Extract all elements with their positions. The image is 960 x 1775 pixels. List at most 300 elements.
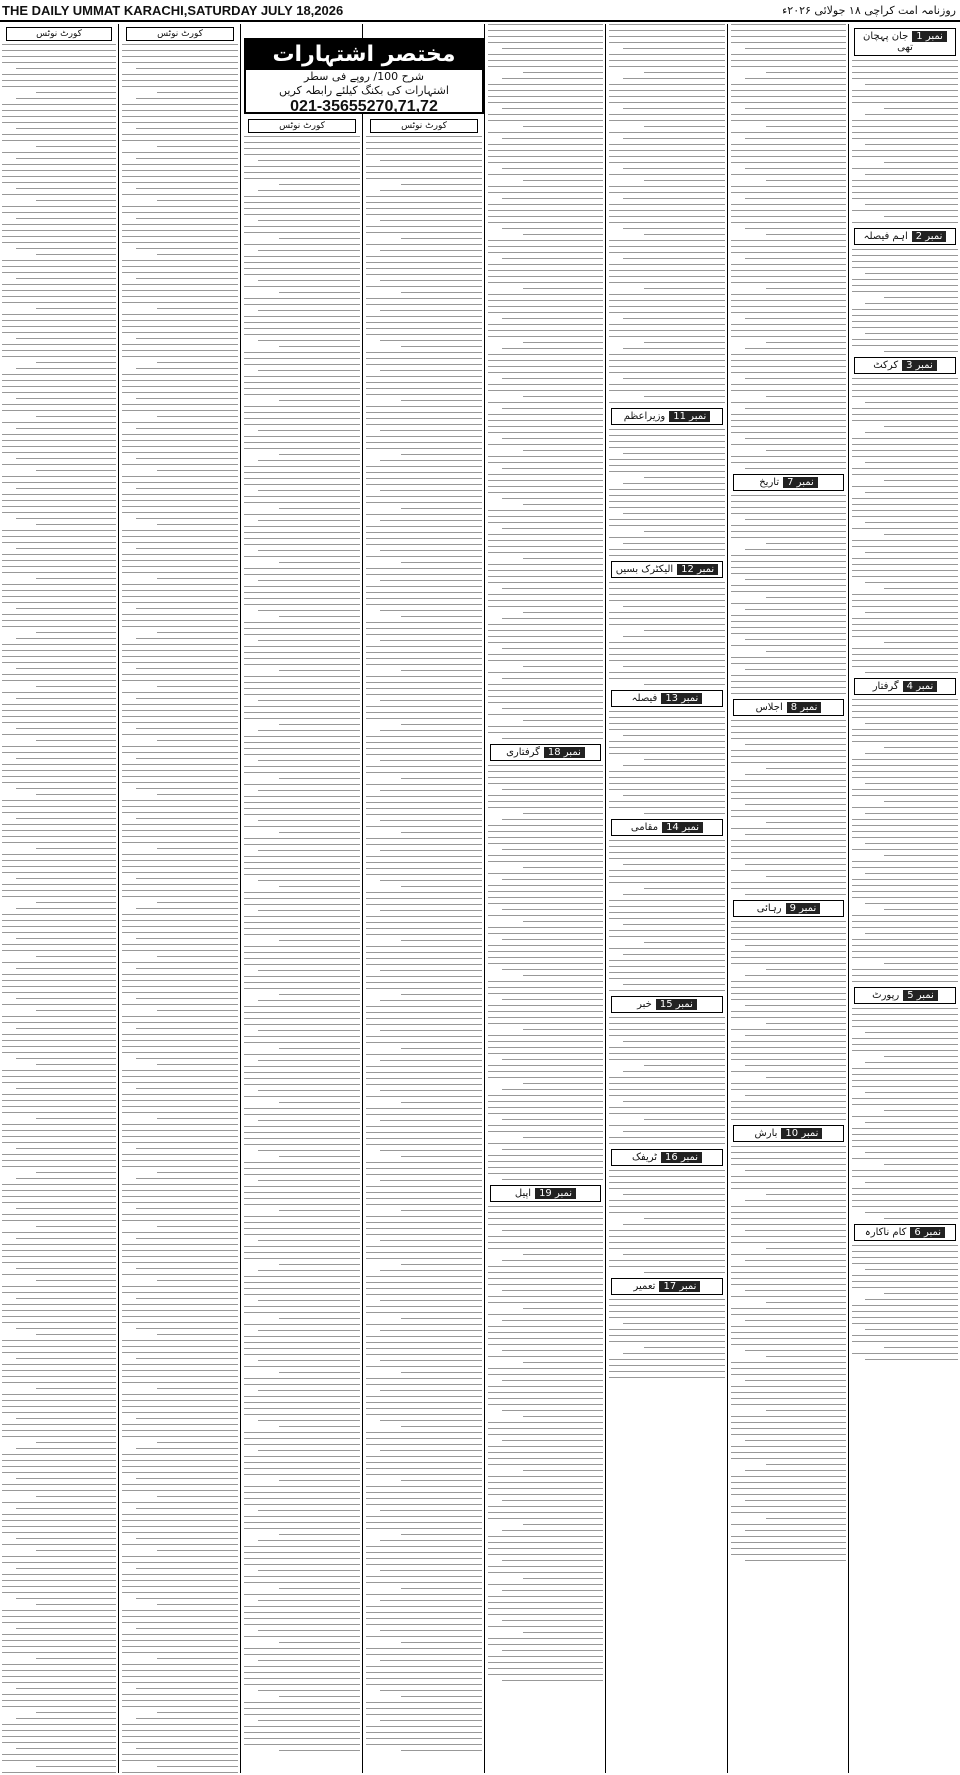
text-line	[609, 42, 725, 43]
text-line	[852, 78, 958, 79]
text-line	[2, 1040, 116, 1041]
text-line	[366, 856, 482, 857]
text-line	[609, 192, 725, 193]
text-line	[122, 974, 238, 975]
text-line	[766, 969, 847, 970]
text-line	[366, 1462, 482, 1463]
text-line	[502, 1620, 603, 1621]
text-line	[884, 747, 958, 748]
text-line	[136, 1718, 238, 1719]
text-line	[502, 678, 603, 679]
text-line	[502, 969, 603, 970]
text-line	[731, 1494, 846, 1495]
text-line	[157, 146, 238, 147]
text-line	[609, 102, 725, 103]
text-line	[523, 1362, 604, 1363]
text-line	[884, 108, 958, 109]
section-box: نمبر 14مقامی	[611, 819, 723, 836]
text-line	[2, 842, 116, 843]
text-line	[380, 700, 482, 701]
text-line	[244, 868, 360, 869]
section-box: نمبر 2اہم فیصلہ	[854, 228, 956, 245]
text-line	[122, 260, 238, 261]
text-line	[865, 723, 958, 724]
text-line	[366, 544, 482, 545]
text-line	[122, 1376, 238, 1377]
text-line	[36, 1388, 116, 1389]
text-line	[122, 110, 238, 111]
text-line	[2, 74, 116, 75]
text-line	[488, 444, 603, 445]
text-line	[244, 586, 360, 587]
text-line	[731, 591, 846, 592]
text-line	[122, 1664, 238, 1665]
text-line	[488, 204, 603, 205]
text-line	[2, 872, 116, 873]
text-line	[852, 96, 958, 97]
text-line	[609, 150, 725, 151]
text-line	[244, 298, 360, 299]
text-line	[366, 862, 482, 863]
text-line	[502, 849, 603, 850]
text-line	[279, 1048, 360, 1049]
text-line	[2, 152, 116, 153]
text-line	[2, 1166, 116, 1167]
text-line	[366, 1252, 482, 1253]
text-line	[122, 1070, 238, 1071]
text-line	[865, 114, 958, 115]
section-box: نمبر 17تعمیر	[611, 1278, 723, 1295]
text-line	[366, 592, 482, 593]
text-line	[488, 1017, 603, 1018]
text-line	[244, 1744, 360, 1745]
text-line	[731, 567, 846, 568]
text-line	[380, 1570, 482, 1571]
text-line	[2, 1142, 116, 1143]
text-line	[488, 1626, 603, 1627]
text-line	[2, 434, 116, 435]
text-line	[644, 813, 725, 814]
text-line	[122, 776, 238, 777]
text-line	[488, 222, 603, 223]
text-line	[488, 1248, 603, 1249]
text-line	[36, 200, 116, 201]
text-line	[609, 990, 725, 991]
text-line	[852, 1020, 958, 1021]
text-line	[745, 258, 846, 259]
text-line	[244, 1384, 360, 1385]
text-line	[122, 476, 238, 477]
text-line	[488, 246, 603, 247]
text-line	[731, 681, 846, 682]
text-line	[2, 1706, 116, 1707]
text-line	[2, 1694, 116, 1695]
text-line	[122, 1160, 238, 1161]
text-line	[644, 684, 725, 685]
text-line	[488, 1638, 603, 1639]
text-line	[502, 1179, 603, 1180]
text-line	[16, 1328, 116, 1329]
text-line	[244, 502, 360, 503]
text-line	[244, 874, 360, 875]
text-line	[488, 1053, 603, 1054]
text-line	[731, 1428, 846, 1429]
text-line	[2, 104, 116, 105]
text-line	[745, 408, 846, 409]
text-line	[244, 274, 360, 275]
text-line	[366, 838, 482, 839]
text-line	[366, 754, 482, 755]
text-line	[852, 474, 958, 475]
text-line	[366, 262, 482, 263]
text-line	[2, 464, 116, 465]
text-line	[852, 1251, 958, 1252]
text-line	[366, 208, 482, 209]
text-line	[16, 788, 116, 789]
text-line	[244, 1558, 360, 1559]
text-line	[609, 252, 725, 253]
text-line	[244, 1522, 360, 1523]
text-line	[136, 188, 238, 189]
text-line	[852, 1281, 958, 1282]
text-line	[852, 831, 958, 832]
text-line	[731, 927, 846, 928]
column-divider	[727, 24, 728, 1773]
text-line	[2, 140, 116, 141]
text-line	[523, 126, 604, 127]
text-line	[745, 228, 846, 229]
text-line	[244, 304, 360, 305]
text-line	[502, 198, 603, 199]
text-line	[36, 1496, 116, 1497]
text-line	[36, 470, 116, 471]
text-line	[609, 507, 725, 508]
text-line	[731, 306, 846, 307]
text-line	[2, 326, 116, 327]
text-line	[609, 519, 725, 520]
text-line	[122, 1352, 238, 1353]
text-line	[488, 1005, 603, 1006]
text-line	[745, 669, 846, 670]
text-line	[122, 194, 238, 195]
text-line	[2, 1622, 116, 1623]
text-line	[244, 154, 360, 155]
text-line	[488, 993, 603, 994]
text-line	[852, 741, 958, 742]
text-line	[2, 1484, 116, 1485]
text-line	[244, 706, 360, 707]
text-line	[122, 560, 238, 561]
text-line	[2, 1310, 116, 1311]
text-line	[852, 1134, 958, 1135]
text-line	[745, 198, 846, 199]
text-line	[609, 1176, 725, 1177]
text-line	[488, 66, 603, 67]
text-line	[731, 1059, 846, 1060]
text-line	[244, 1648, 360, 1649]
text-line	[244, 646, 360, 647]
text-line	[852, 1116, 958, 1117]
text-line	[16, 1688, 116, 1689]
text-line	[2, 824, 116, 825]
text-line	[745, 975, 846, 976]
text-line	[2, 1316, 116, 1317]
text-line	[122, 176, 238, 177]
text-line	[609, 1089, 725, 1090]
court-notice-heading: کورٹ نوٹس	[6, 27, 112, 41]
column-divider	[484, 24, 485, 1773]
text-line	[366, 1414, 482, 1415]
text-line	[36, 1118, 116, 1119]
text-line	[852, 636, 958, 637]
text-line	[852, 285, 958, 286]
text-line	[244, 1468, 360, 1469]
text-line	[488, 420, 603, 421]
text-line	[244, 406, 360, 407]
text-line	[2, 554, 116, 555]
text-line	[366, 772, 482, 773]
text-line	[488, 216, 603, 217]
text-line	[488, 384, 603, 385]
text-line	[16, 1268, 116, 1269]
text-line	[366, 1516, 482, 1517]
text-line	[157, 1496, 238, 1497]
text-line	[279, 724, 360, 725]
text-line	[852, 1068, 958, 1069]
text-line	[852, 939, 958, 940]
text-line	[731, 537, 846, 538]
text-line	[852, 1287, 958, 1288]
text-line	[122, 1274, 238, 1275]
text-line	[244, 1732, 360, 1733]
text-line	[731, 507, 846, 508]
text-line	[244, 934, 360, 935]
text-line	[488, 765, 603, 766]
text-line	[731, 246, 846, 247]
text-line	[366, 796, 482, 797]
text-line	[16, 1418, 116, 1419]
text-line	[731, 1488, 846, 1489]
text-line	[366, 358, 482, 359]
text-line	[609, 264, 725, 265]
text-line	[488, 270, 603, 271]
text-line	[366, 1294, 482, 1295]
text-line	[136, 1028, 238, 1029]
text-line	[366, 352, 482, 353]
text-line	[609, 1329, 725, 1330]
text-line	[609, 204, 725, 205]
text-line	[380, 1090, 482, 1091]
text-line	[852, 885, 958, 886]
text-line	[745, 1200, 846, 1201]
text-line	[2, 710, 116, 711]
text-line	[488, 414, 603, 415]
text-line	[279, 508, 360, 509]
text-line	[731, 882, 846, 883]
section-box: نمبر 18گرفتاری	[490, 744, 601, 761]
text-line	[122, 152, 238, 153]
text-line	[244, 232, 360, 233]
text-line	[366, 1054, 482, 1055]
text-line	[122, 1736, 238, 1737]
court-notice-heading: کورٹ نوٹس	[370, 119, 478, 133]
text-line	[852, 879, 958, 880]
text-line	[366, 1606, 482, 1607]
text-line	[122, 1370, 238, 1371]
text-line	[852, 528, 958, 529]
text-line	[731, 1152, 846, 1153]
text-line	[122, 812, 238, 813]
text-line	[609, 723, 725, 724]
column-divider	[362, 24, 363, 1773]
text-line	[488, 1548, 603, 1549]
text-line	[244, 1576, 360, 1577]
text-line	[523, 1578, 604, 1579]
text-line	[852, 456, 958, 457]
text-line	[731, 1101, 846, 1102]
text-line	[623, 258, 725, 259]
text-line	[502, 789, 603, 790]
text-line	[502, 1380, 603, 1381]
text-line	[609, 870, 725, 871]
text-line	[366, 364, 482, 365]
text-line	[122, 1076, 238, 1077]
text-line	[122, 1022, 238, 1023]
text-line	[2, 1136, 116, 1137]
text-line	[623, 1101, 725, 1102]
text-line	[488, 1554, 603, 1555]
text-line	[731, 90, 846, 91]
text-line	[244, 964, 360, 965]
text-line	[609, 336, 725, 337]
text-line	[609, 1236, 725, 1237]
section-box: نمبر 4گرفتار	[854, 678, 956, 695]
text-line	[244, 202, 360, 203]
text-line	[122, 446, 238, 447]
text-line	[122, 1526, 238, 1527]
text-line	[157, 200, 238, 201]
text-line	[523, 234, 604, 235]
text-line	[366, 1342, 482, 1343]
text-line	[609, 354, 725, 355]
text-line	[380, 220, 482, 221]
text-line	[852, 327, 958, 328]
section-box: نمبر 5رپورٹ	[854, 987, 956, 1004]
text-line	[852, 660, 958, 661]
text-line	[852, 315, 958, 316]
text-line	[244, 838, 360, 839]
text-line	[852, 1170, 958, 1171]
text-line	[122, 356, 238, 357]
text-line	[122, 1190, 238, 1191]
text-line	[122, 1040, 238, 1041]
text-line	[488, 933, 603, 934]
text-line	[731, 921, 846, 922]
text-line	[244, 1312, 360, 1313]
text-line	[488, 1542, 603, 1543]
text-line	[244, 1708, 360, 1709]
text-line	[122, 1082, 238, 1083]
text-line	[2, 884, 116, 885]
text-line	[745, 78, 846, 79]
text-line	[488, 714, 603, 715]
text-line	[488, 60, 603, 61]
text-line	[122, 284, 238, 285]
text-line	[852, 321, 958, 322]
text-line	[766, 822, 847, 823]
text-line	[401, 1696, 482, 1697]
urdu-masthead: روزنامہ امت کراچی ۱۸ جولائی ۲۰۲۶ء	[782, 3, 956, 17]
text-line	[122, 1244, 238, 1245]
text-line	[2, 344, 116, 345]
text-line	[36, 1280, 116, 1281]
text-line	[865, 1152, 958, 1153]
text-line	[865, 462, 958, 463]
text-line	[745, 519, 846, 520]
text-line	[157, 578, 238, 579]
text-line	[852, 1176, 958, 1177]
text-line	[244, 1738, 360, 1739]
text-line	[488, 684, 603, 685]
text-line	[16, 1298, 116, 1299]
text-line	[380, 520, 482, 521]
text-line	[244, 532, 360, 533]
text-line	[852, 624, 958, 625]
text-line	[523, 558, 604, 559]
text-line	[488, 36, 603, 37]
text-line	[16, 1148, 116, 1149]
text-line	[279, 562, 360, 563]
text-line	[488, 174, 603, 175]
text-line	[2, 1520, 116, 1521]
text-line	[366, 766, 482, 767]
text-line	[2, 1676, 116, 1677]
text-line	[852, 921, 958, 922]
text-line	[488, 1536, 603, 1537]
text-line	[2, 866, 116, 867]
text-line	[122, 656, 238, 657]
text-line	[2, 1502, 116, 1503]
text-line	[2, 1646, 116, 1647]
text-line	[488, 1011, 603, 1012]
text-line	[244, 784, 360, 785]
text-line	[609, 132, 725, 133]
text-line	[488, 660, 603, 661]
text-line	[488, 951, 603, 952]
text-line	[366, 424, 482, 425]
text-line	[258, 1660, 360, 1661]
text-line	[380, 790, 482, 791]
text-line	[731, 1536, 846, 1537]
text-line	[2, 1256, 116, 1257]
text-line	[380, 1660, 482, 1661]
text-line	[2, 614, 116, 615]
text-line	[157, 92, 238, 93]
text-line	[122, 830, 238, 831]
text-line	[122, 1484, 238, 1485]
text-line	[122, 1100, 238, 1101]
text-line	[366, 742, 482, 743]
text-line	[2, 266, 116, 267]
text-line	[136, 698, 238, 699]
text-line	[2, 1616, 116, 1617]
text-line	[731, 1314, 846, 1315]
text-line	[380, 1330, 482, 1331]
section-box: نمبر 8اجلاس	[733, 699, 844, 716]
text-line	[244, 328, 360, 329]
text-line	[865, 672, 958, 673]
text-line	[502, 408, 603, 409]
